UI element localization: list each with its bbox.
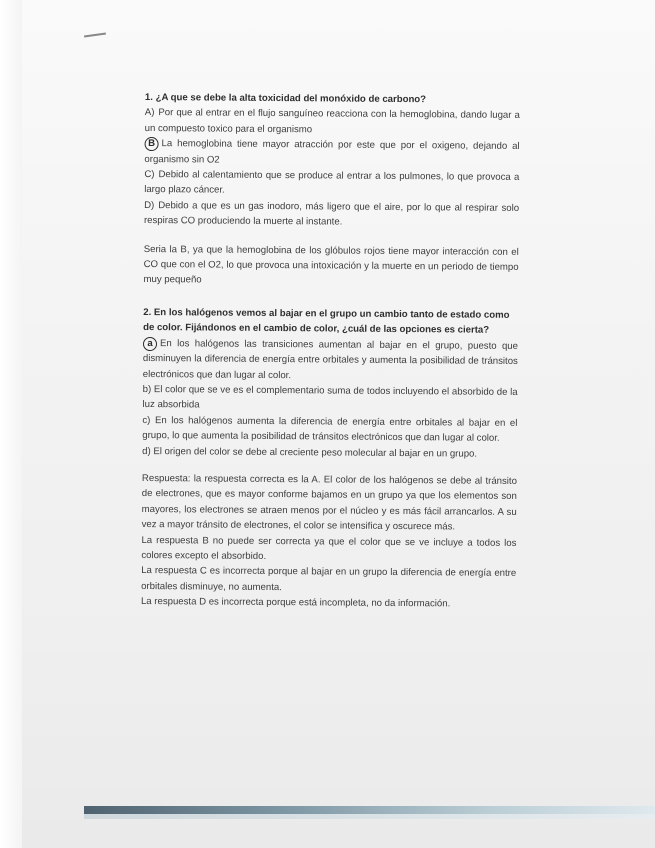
option-d-text: Debido a que es un gas inodoro, más ligero que el aire, por lo que al respirar solo respiras CO produciendo la muerte al instante. (143, 199, 520, 228)
question-1-option-c (144, 167, 519, 201)
question-2-option-d: d) El origen del color se debe al creciente peso molecular al bajar en un grupo. (142, 445, 478, 460)
scan-mark (84, 32, 106, 37)
option-c-text: Debido al calentamiento que se produce al entrar a los pulmones, lo que provoca a largo plazo cáncer. (144, 169, 520, 197)
option-d-label: D) (144, 199, 155, 211)
question-2-answer-b: La respuesta B no puede ser correcta ya que el color que se ve incluye a todos los colores excepto el absorbido. (141, 534, 517, 562)
option-a-text: Por que al entrar en el flujo sanguíneo reacciona con la hemoglobina, dando lugar a un compuesto toxico para el organismo (144, 107, 520, 136)
question-1-option-d (144, 198, 519, 232)
question-2-title: 2. En los halógenos vemos al bajar en el grupo un cambio tanto de estado como de color. Fijándonos en el cambio de color, ¿cuál de las opciones es cierta? (143, 306, 510, 336)
question-2-option-c: c) En los halógenos aumenta la diferencia de energía entre orbitales al bajar en el grupo, lo que aumenta la posibilidad de tránsitos electrónicos que dan lugar al color. (142, 414, 518, 444)
question-2-option-a (143, 336, 518, 385)
question-2-answer-main: Respuesta: la respuesta correcta es la A. El color de los halógenos se debe al tránsito de electrones, que es mayor conforme bajamos en un grupo ya que los elementos son mayores, los electrones se atraen menos por el núcleo y es más fácil arrancarlos. A su vez a mayor tránsito de electrones, el color se intensifica y oscurece más. (141, 472, 517, 533)
option-c-label: C) (144, 169, 155, 181)
question-1-option-a (145, 105, 520, 139)
question-1-answer: Seria la B, ya que la hemoglobina de los glóbulos rojos tiene mayor interacción con el CO que con el O2, lo que provoca una intoxicación y la muerte en un periodo de tiempo muy pequeño (143, 243, 519, 286)
question-2-answer-d: La respuesta D es incorrecta porque está incompleta, no da información. (140, 596, 451, 610)
document-body (141, 90, 520, 613)
scanner-edge-strip (84, 806, 655, 814)
option-a-label: A) (144, 107, 155, 119)
circled-option-b-mark: B (145, 137, 159, 151)
question-2-answer-c: La respuesta C es incorrecta porque al bajar en un grupo la diferencia de energía entre orbitales disminuye, no aumenta. (141, 565, 517, 593)
option-b-text: La hemoglobina tiene mayor atracción por este que por el oxigeno, dejando al organismo sin O2 (144, 138, 520, 166)
circled-option-a-mark: a (143, 337, 157, 351)
page-edge-shadow (0, 0, 22, 848)
question-1-title: 1. ¿A que se debe la alta toxicidad del monóxido de carbono? (144, 91, 427, 106)
question-1-option-b (144, 136, 519, 170)
option-a-text: En los halógenos las transiciones aumentan al bajar en el grupo, puesto que disminuyen la diferencia de energía entre orbitales y aumenta la posibilidad de tránsitos electrónicos que dan lugar al color. (142, 337, 519, 381)
question-2-option-b: b) El color que se ve es el complementario suma de todos incluyendo el absorbido de la luz absorbida (142, 383, 518, 411)
